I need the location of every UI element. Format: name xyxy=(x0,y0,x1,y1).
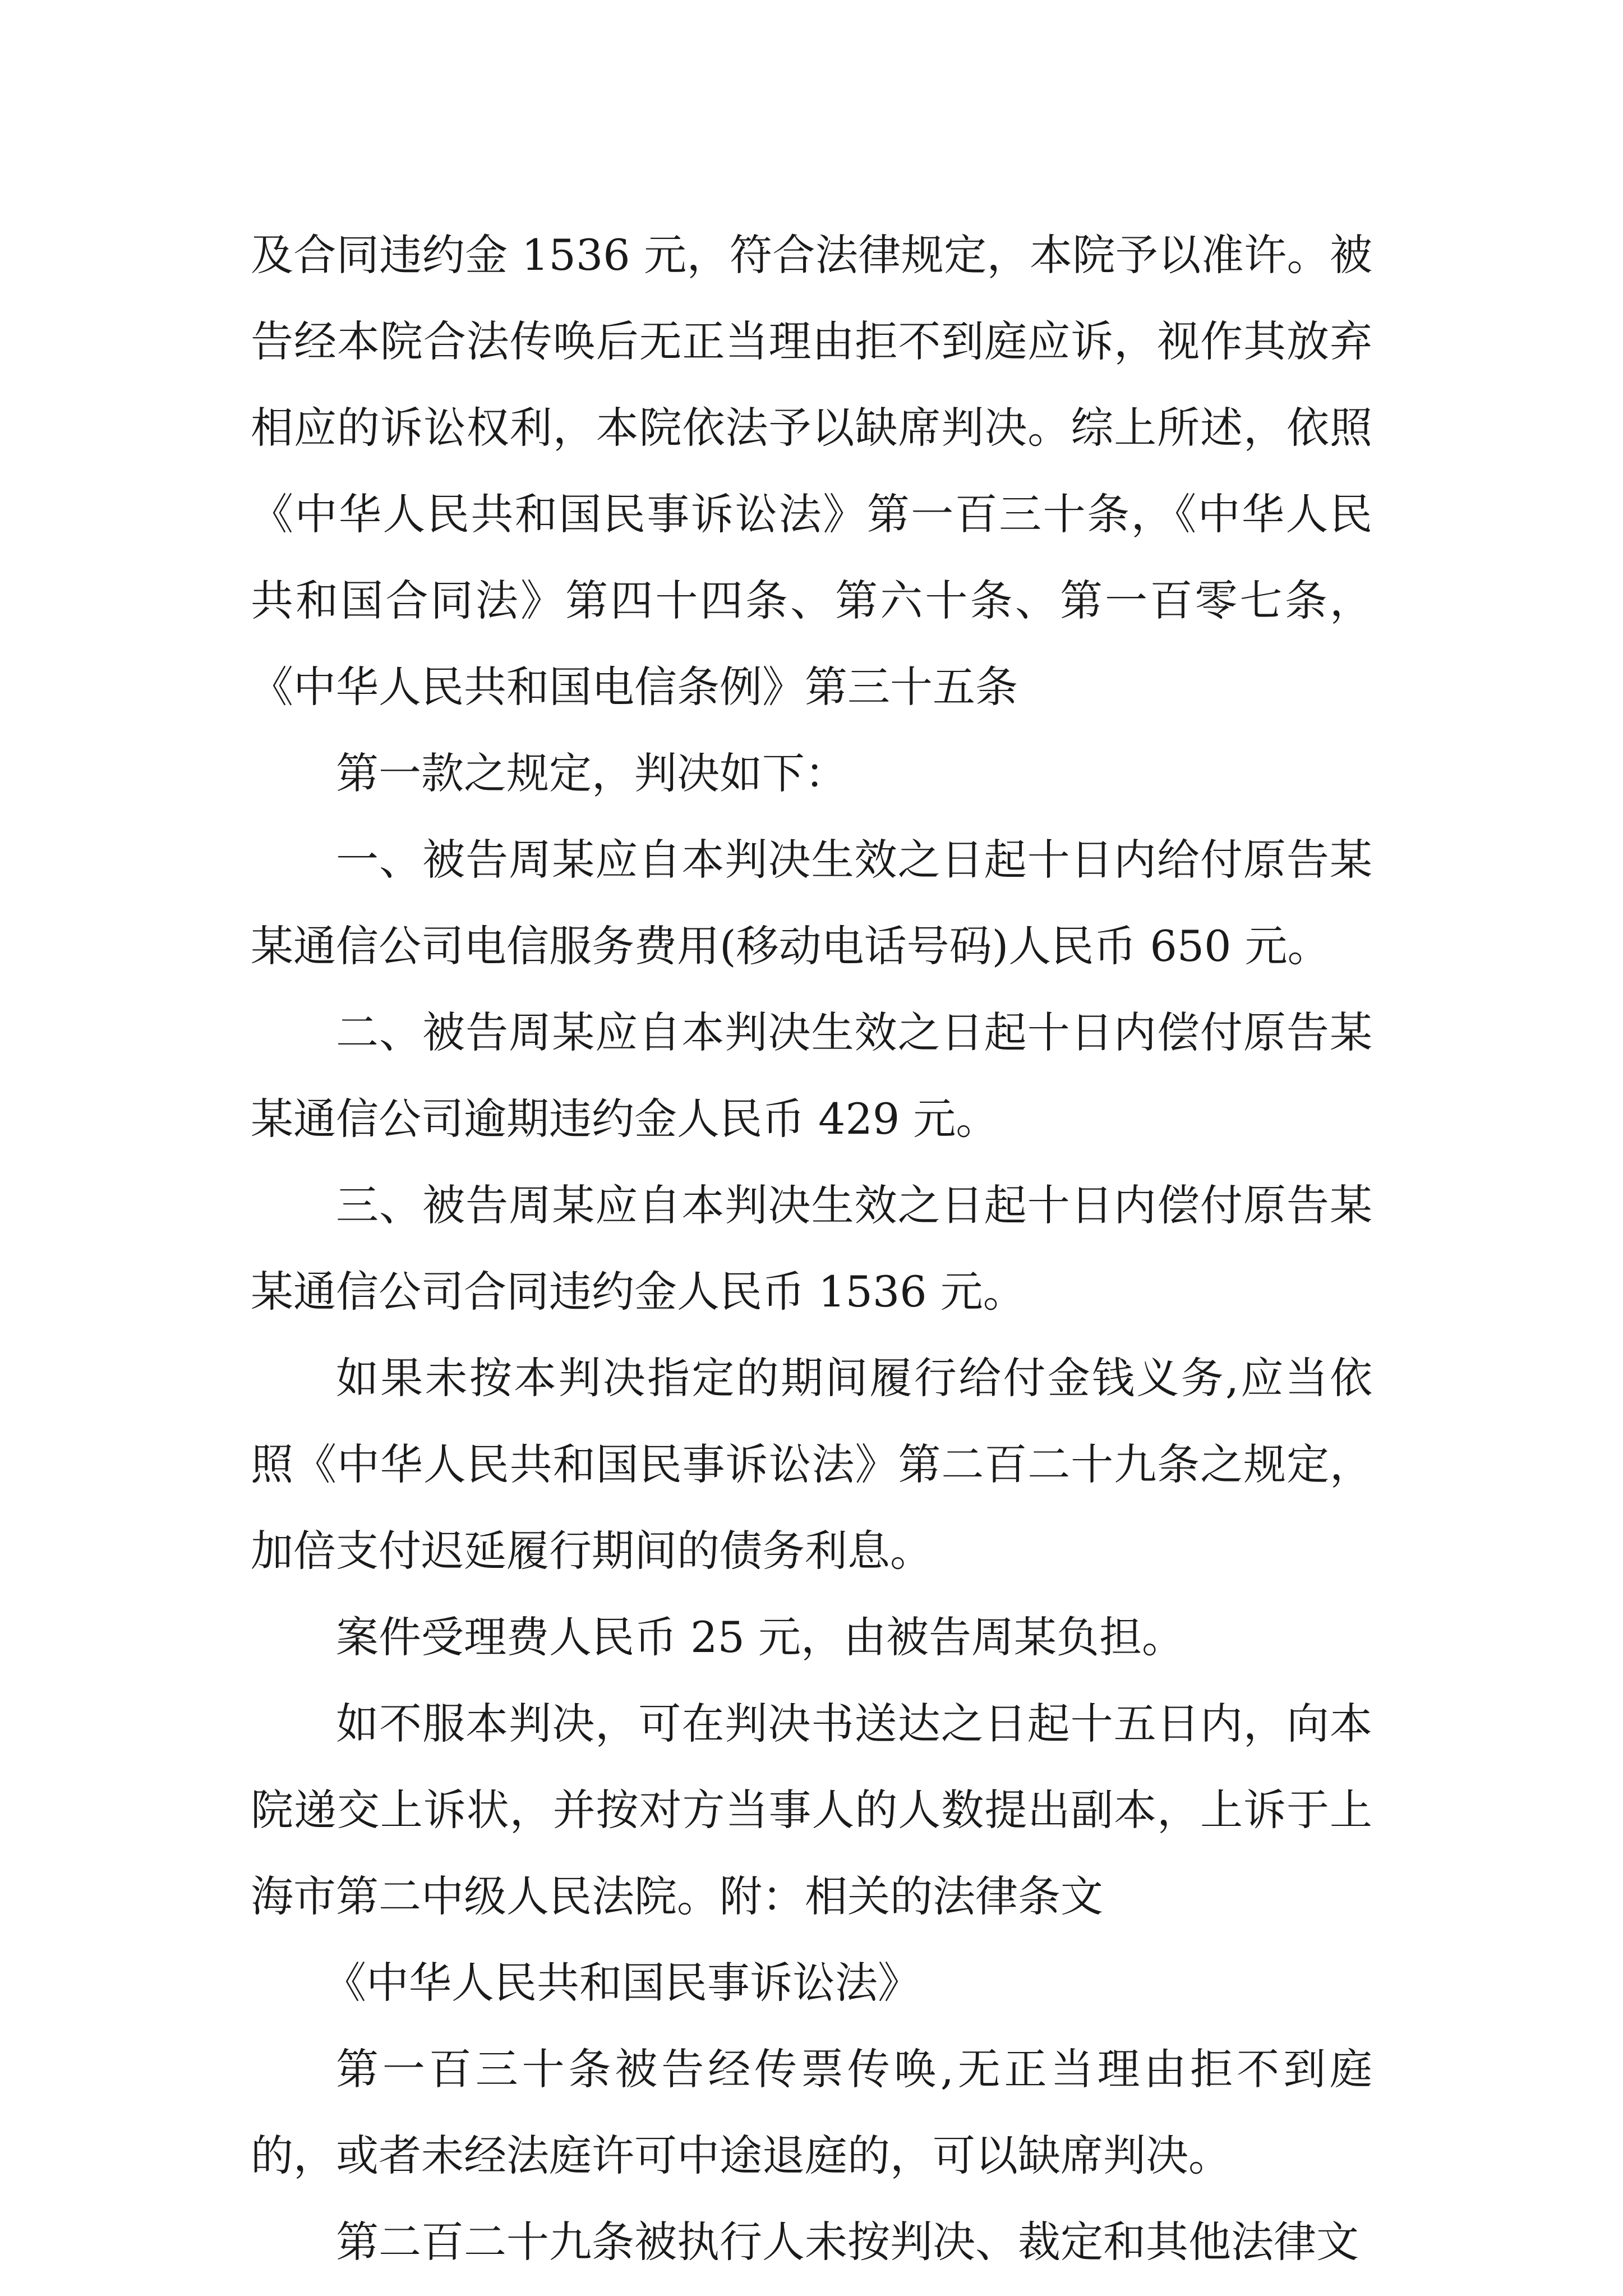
paragraph-appeal: 如不服本判决，可在判决书送达之日起十五日内，向本院递交上诉状，并按对方当事人的人数提出副本，上诉于上海市第二中级人民法院。附：相关的法律条文 xyxy=(251,1699,1372,1921)
document-body xyxy=(251,212,1372,2285)
paragraph-case-fee: 案件受理费人民币 25 元，由被告周某负担。 xyxy=(336,1612,1185,1662)
paragraph-judgment-item-3: 三、被告周某应自本判决生效之日起十日内偿付原告某某通信公司合同违约金人民币 1536 元。 xyxy=(251,1180,1372,1317)
paragraph-judgment-intro: 第一款之规定，判决如下： xyxy=(336,748,847,798)
paragraph-late-payment: 如果未按本判决指定的期间履行给付金钱义务,应当依照《中华人民共和国民事诉讼法》第二百二十九条之规定，加倍支付迟延履行期间的债务利息。 xyxy=(251,1353,1372,1576)
paragraph-article-130: 第一百三十条被告经传票传唤,无正当理由拒不到庭的，或者未经法庭许可中途退庭的，可以缺席判决。 xyxy=(251,2044,1372,2180)
paragraph-judgment-item-1: 一、被告周某应自本判决生效之日起十日内给付原告某某通信公司电信服务费用(移动电话号码)人民币 650 元。 xyxy=(251,835,1372,971)
paragraph-citation: 及合同违约金 1536 元，符合法律规定，本院予以准许。被告经本院合法传唤后无正当理由拒不到庭应诉，视作其放弃相应的诉讼权利，本院依法予以缺席判决。综上所述，依照《中华人民共和国民事诉讼法》第一百三十条，《中华人民共和国合同法》第四十四条、第六十条、第一百零七条，《中华人民共和国电信条例》第三十五条 xyxy=(251,230,1372,712)
paragraph-article-229: 第二百二十九条被执行人未按判决、裁定和其他法律文 xyxy=(336,2217,1359,2267)
paragraph-judgment-item-2: 二、被告周某应自本判决生效之日起十日内偿付原告某某通信公司逾期违约金人民币 429 元。 xyxy=(251,1007,1372,1144)
law-title: 《中华人民共和国民事诉讼法》 xyxy=(324,1958,920,2008)
